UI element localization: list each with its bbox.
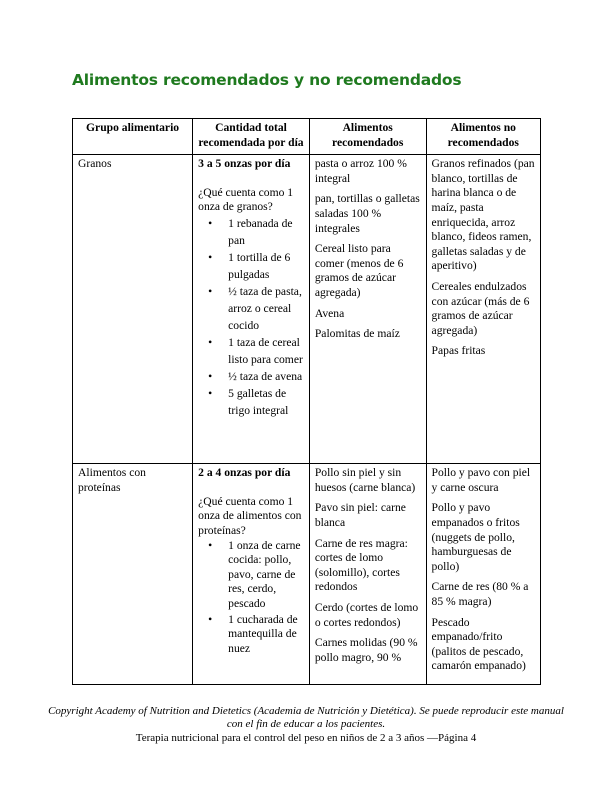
serving-question: ¿Qué cuenta como 1 onza de granos?	[198, 185, 294, 214]
table-row	[73, 155, 541, 464]
amount-label: 2 a 4 onzas por día	[198, 466, 291, 480]
not-recommended-item: Granos refinados (pan blanco, tortillas de harina blanca o de maíz, pasta enriquecida, arroz blanco, fideos ramen, galletas saladas y de aperitivo)	[431, 157, 535, 273]
recommended-cell	[309, 464, 426, 685]
not-recommended-item: Cereales endulzados con azúcar (más de 6 gramos de azúcar agregada)	[431, 279, 530, 337]
list-item: • 1 onza de carne cocida: pollo, pavo, carne de res, cerdo, pescado	[228, 539, 304, 612]
recommended-item: Avena	[314, 306, 345, 320]
recommended-cell	[309, 155, 426, 464]
column-header: Alimentos no recomendados	[426, 119, 540, 155]
list-item: • 5 galletas de trigo integral	[228, 385, 304, 419]
group-cell: Granos	[73, 155, 193, 464]
recommended-item: Palomitas de maíz	[314, 327, 400, 341]
copyright-notice: Copyright Academy of Nutrition and Dietetics (Academia de Nutrición y Dietética). Se puede reproducir este manual con el fin de educar a los pacientes.	[48, 705, 564, 730]
recommended-item: Carne de res magra: cortes de lomo (solomillo), cortes redondos	[314, 536, 408, 594]
serving-list	[198, 215, 304, 419]
column-header: Alimentos recomendados	[309, 119, 426, 155]
list-item: • ½ taza de pasta, arroz o cereal cocido	[228, 283, 304, 334]
serving-list	[198, 539, 304, 657]
list-item: • 1 tortilla de 6 pulgadas	[228, 249, 304, 283]
table-header-row	[73, 119, 541, 155]
group-cell: Alimentos con proteínas	[73, 464, 193, 685]
amount-cell	[193, 464, 310, 685]
not-recommended-cell	[426, 464, 540, 685]
amount-cell	[193, 155, 310, 464]
page-number-line: Terapia nutricional para el control del peso en niños de 2 a 3 años —Página 4	[135, 732, 477, 744]
recommended-item: Pavo sin piel: carne blanca	[314, 501, 406, 529]
not-recommended-item: Papas fritas	[431, 344, 486, 358]
column-header: Grupo alimentario	[73, 119, 193, 155]
list-item: • 1 taza de cereal listo para comer	[228, 334, 304, 368]
page-footer	[40, 705, 572, 745]
recommended-item: Carnes molidas (90 % pollo magro, 90 %	[314, 636, 418, 664]
not-recommended-item: Pollo y pavo empanados o fritos (nuggets de pollo, hamburguesas de pollo)	[431, 501, 520, 573]
not-recommended-item: Carne de res (80 % a 85 % magra)	[431, 580, 529, 608]
recommended-item: Cerdo (cortes de lomo o cortes redondos)	[314, 600, 419, 629]
food-table	[72, 118, 541, 685]
recommended-item: Pollo sin piel y sin huesos (carne blanca)	[314, 466, 416, 494]
not-recommended-item: Pollo y pavo con piel y carne oscura	[431, 466, 531, 494]
table-row	[73, 464, 541, 685]
not-recommended-item: Pescado empanado/frito (palitos de pescado, camarón empanado)	[431, 615, 526, 673]
page-title: Alimentos recomendados y no recomendados	[72, 71, 462, 89]
list-item: • 1 cucharada de mantequilla de nuez	[228, 613, 304, 657]
column-header: Cantidad total recomendada por día	[193, 119, 310, 155]
not-recommended-cell	[426, 155, 540, 464]
serving-question: ¿Qué cuenta como 1 onza de alimentos con proteínas?	[198, 494, 302, 537]
amount-label: 3 a 5 onzas por día	[198, 157, 291, 171]
recommended-item: Cereal listo para comer (menos de 6 gramos de azúcar agregada)	[314, 242, 404, 299]
list-item: • 1 rebanada de pan	[228, 215, 304, 249]
list-item: • ½ taza de avena	[228, 368, 304, 385]
recommended-item: pan, tortillas o galletas saladas 100 % integrales	[314, 192, 420, 235]
recommended-item: pasta o arroz 100 % integral	[314, 157, 407, 185]
